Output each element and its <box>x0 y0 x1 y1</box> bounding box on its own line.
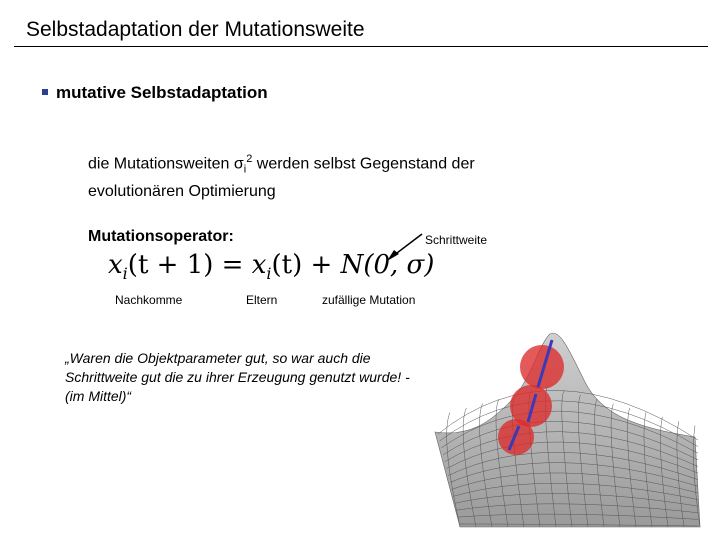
formula-rhs-arg: (t) + <box>271 250 341 280</box>
fitness-surface-illustration <box>430 322 702 532</box>
formula-lhs-arg: (t + 1) = <box>127 250 252 280</box>
formula-rhs: x <box>251 250 267 280</box>
mutation-formula <box>108 250 434 283</box>
slide-title: Selbstadaptation der Mutationsweite <box>26 18 365 41</box>
formula-rhs-sub: i <box>266 264 272 284</box>
step-size-label: Schrittweite <box>425 233 488 247</box>
bullet-item <box>42 83 268 103</box>
formula-lhs: x <box>108 250 123 280</box>
offspring-circle-large <box>520 345 564 389</box>
para-suffix: werden selbst Gegenstand der <box>252 155 475 173</box>
para-prefix: die Mutationsweiten <box>88 155 234 173</box>
title-divider <box>14 46 708 47</box>
bullet-text: mutative Selbstadaptation <box>56 83 268 102</box>
para-line2: evolutionären Optimierung <box>88 182 276 200</box>
sigma-symbol: σ <box>233 155 244 173</box>
label-parents: Eltern <box>246 293 278 307</box>
surface-body <box>435 333 700 527</box>
formula-noise: N(0, σ) <box>340 250 435 280</box>
quote-text: „Waren die Objektparameter gut, so war auch die Schrittweite gut die zu ihrer Erzeugung genutzt wurde! - (im Mittel)“ <box>65 350 410 404</box>
sigma-subscript: i <box>243 163 247 176</box>
label-offspring: Nachkomme <box>115 293 183 307</box>
sigma-superscript: 2 <box>246 153 253 165</box>
formula-lhs-sub: i <box>122 264 128 284</box>
square-bullet-icon <box>42 89 48 95</box>
parent-circle-mid <box>510 385 552 427</box>
operator-label: Mutationsoperator: <box>88 228 234 245</box>
description-paragraph <box>88 149 475 202</box>
label-mutation: zufällige Mutation <box>322 293 416 307</box>
